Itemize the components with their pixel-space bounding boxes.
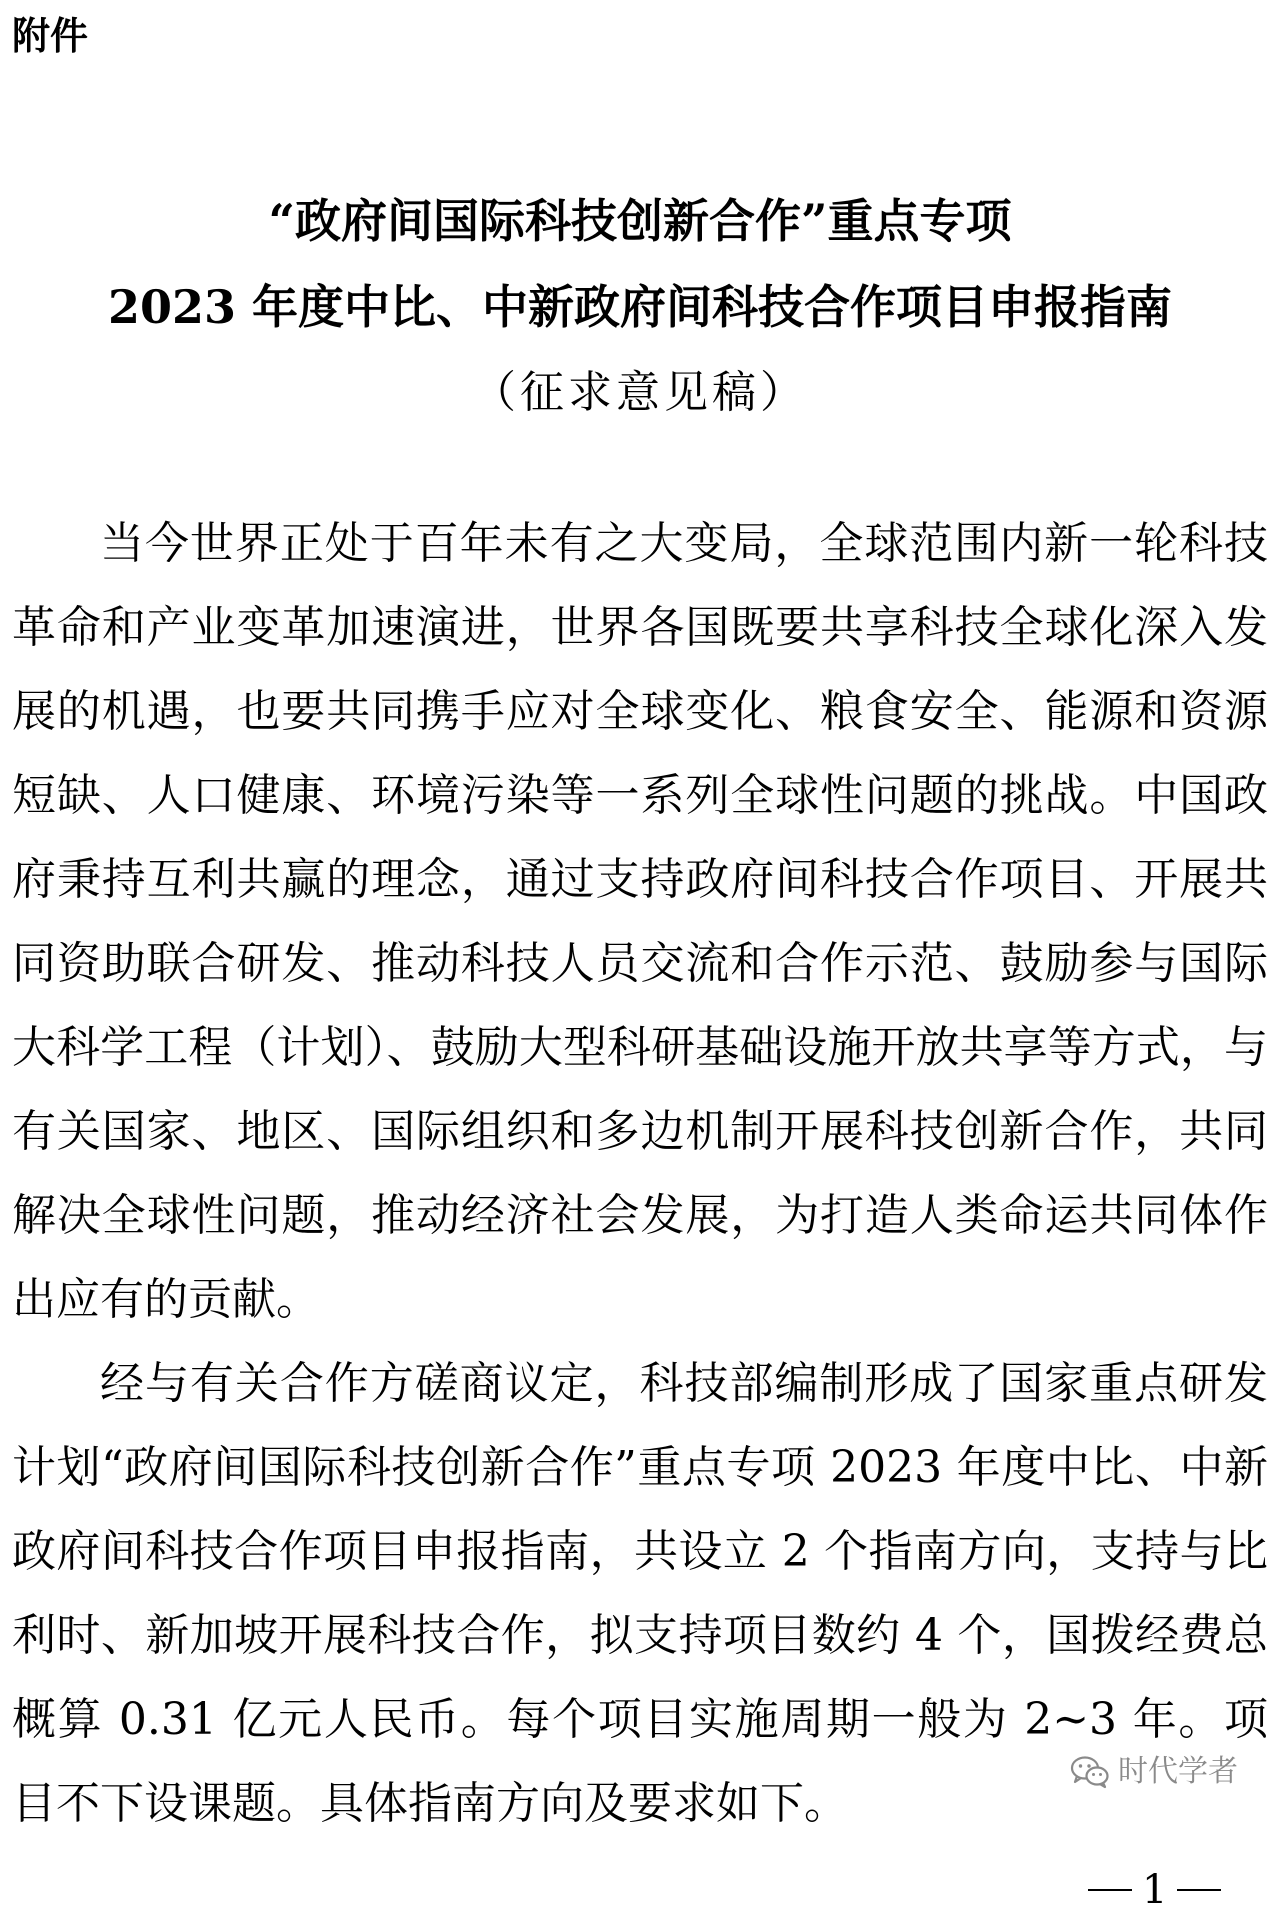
- draft-status-line: （征求意见稿）: [472, 367, 808, 418]
- paragraph-guideline-summary: 经与有关合作方磋商议定，科技部编制形成了国家重点研发计划“政府间国际科技创新合作”重点专项 2023 年度中比、中新政府间科技合作项目申报指南，共设立 2 个指南方向，支持与比利时、新加坡开展科技合作，拟支持项目数约 4 个，国拨经费总概算 0.31 亿元人民币。每个项目实施周期一般为 2~3 年。项目不下设课题。具体指南方向及要求如下。: [12, 1358, 1268, 1829]
- paragraph-intro: 当今世界正处于百年未有之大变局，全球范围内新一轮科技革命和产业变革加速演进，世界各国既要共享科技全球化深入发展的机遇，也要共同携手应对全球变化、粮食安全、能源和资源短缺、人口健康、环境污染等一系列全球性问题的挑战。中国政府秉持互利共赢的理念，通过支持政府间科技合作项目、开展共同资助联合研发、推动科技人员交流和合作示范、鼓励参与国际大科学工程（计划）、鼓励大型科研基础设施开放共享等方式，与有关国家、地区、国际组织和多边机制开展科技创新合作，共同解决全球性问题，推动经济社会发展，为打造人类命运共同体作出应有的贡献。: [12, 518, 1268, 1325]
- wechat-icon: [1070, 1755, 1110, 1789]
- watermark-text: 时代学者: [1118, 1754, 1238, 1789]
- attachment-label: 附件: [12, 14, 89, 58]
- body-text: [12, 502, 1268, 1846]
- document-title: [0, 178, 1280, 436]
- page-number-dash-right: [1177, 1889, 1221, 1891]
- watermark: [1070, 1752, 1238, 1792]
- title-line-1: “政府间国际科技创新合作”重点专项: [268, 194, 1012, 248]
- title-line-2: 2023 年度中比、中新政府间科技合作项目申报指南: [107, 280, 1173, 334]
- page-number: [1088, 1862, 1221, 1918]
- page-number-dash-left: [1088, 1889, 1132, 1891]
- page-number-value: 1: [1142, 1867, 1168, 1913]
